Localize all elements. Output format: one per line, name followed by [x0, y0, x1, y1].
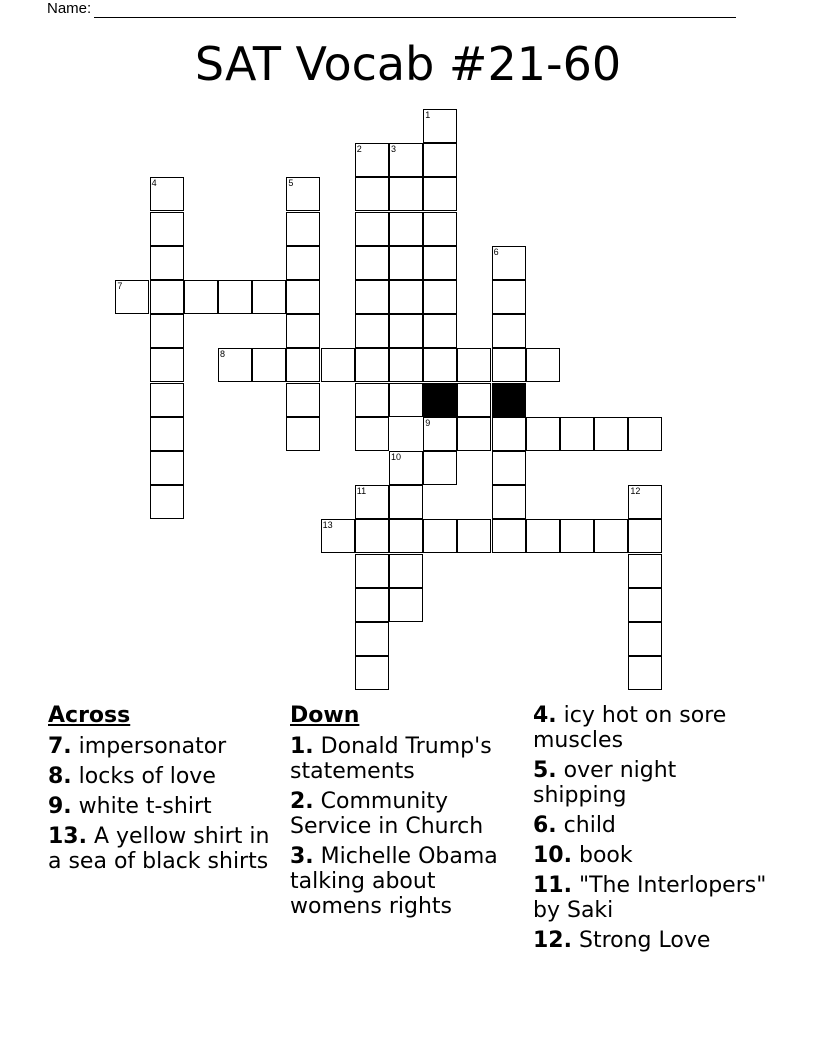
crossword-cell[interactable]: [594, 417, 628, 451]
crossword-cell[interactable]: [423, 143, 457, 177]
clue-number: 3: [391, 144, 397, 155]
crossword-cell[interactable]: [423, 109, 457, 143]
crossword-cell[interactable]: [150, 383, 184, 417]
crossword-cell[interactable]: [526, 348, 560, 382]
clue-number: 11.: [533, 873, 572, 898]
clue-item: [533, 703, 769, 753]
clue-number: 2: [356, 144, 362, 155]
crossword-cell[interactable]: [389, 246, 423, 280]
clue-item: [533, 873, 769, 923]
crossword-cell[interactable]: [389, 348, 423, 382]
crossword-cell[interactable]: [321, 519, 355, 553]
clue-text: "The Interlopers" by Saki: [533, 873, 767, 923]
crossword-cell[interactable]: [355, 485, 389, 519]
down-clue-list-continued: [533, 703, 769, 953]
clue-text: Strong Love: [571, 928, 711, 953]
crossword-cell[interactable]: [457, 383, 491, 417]
crossword-cell[interactable]: [492, 451, 526, 485]
crossword-cell[interactable]: [355, 383, 389, 417]
clue-number: 5: [288, 178, 294, 189]
clue-number: 13: [322, 520, 333, 531]
page-title: SAT Vocab #21-60: [194, 37, 622, 91]
crossword-cell[interactable]: [150, 451, 184, 485]
crossword-cell[interactable]: [355, 280, 389, 314]
clue-number: 7.: [48, 734, 72, 759]
clue-text: Donald Trump's statements: [290, 734, 492, 784]
clue-number: 6: [493, 246, 499, 257]
crossword-cell[interactable]: [150, 177, 184, 211]
crossword-cell[interactable]: [628, 485, 662, 519]
clue-text: Michelle Obama talking about womens rights: [290, 844, 498, 919]
down-clues: [290, 703, 526, 924]
crossword-cell[interactable]: [286, 212, 320, 246]
crossword-cell[interactable]: [355, 622, 389, 656]
clue-number: 4.: [533, 703, 557, 728]
clue-item: [533, 928, 769, 953]
crossword-cell[interactable]: [423, 417, 457, 451]
clue-number: 5.: [533, 758, 557, 783]
crossword-cell[interactable]: [355, 656, 389, 690]
crossword-cell[interactable]: [423, 348, 457, 382]
clue-text: Community Service in Church: [290, 789, 484, 839]
down-heading: Down: [290, 703, 360, 728]
crossword-cell[interactable]: [492, 246, 526, 280]
crossword-cell[interactable]: [355, 246, 389, 280]
clue-number: 9: [425, 417, 431, 428]
crossword-cell[interactable]: [628, 554, 662, 588]
name-label: Name:: [47, 0, 92, 17]
clue-text: over night shipping: [533, 758, 677, 808]
clue-text: white t-shirt: [71, 794, 212, 819]
across-clues: [48, 703, 284, 879]
crossword-cell[interactable]: [389, 451, 423, 485]
crossword-cell[interactable]: [492, 417, 526, 451]
crossword-cell[interactable]: [355, 177, 389, 211]
clue-number: 7: [117, 281, 123, 291]
clue-item: [533, 813, 769, 838]
crossword-cell[interactable]: [560, 417, 594, 451]
clue-text: locks of love: [71, 764, 216, 789]
crossword-cell[interactable]: [286, 280, 320, 314]
crossword-cell[interactable]: [628, 519, 662, 553]
crossword-cell[interactable]: [423, 280, 457, 314]
crossword-cell[interactable]: [423, 246, 457, 280]
crossword-cell[interactable]: [252, 280, 286, 314]
crossword-cell[interactable]: [389, 280, 423, 314]
crossword-cell[interactable]: [355, 588, 389, 622]
clue-number: 12.: [533, 928, 572, 953]
clue-text: child: [556, 813, 616, 838]
crossword-cell[interactable]: [628, 588, 662, 622]
crossword-cell[interactable]: [389, 383, 423, 417]
crossword-cell[interactable]: [423, 451, 457, 485]
crossword-cell[interactable]: [389, 554, 423, 588]
clue-item: [290, 734, 526, 784]
crossword-cell[interactable]: [423, 519, 457, 553]
crossword-cell[interactable]: [355, 348, 389, 382]
clue-number: 12: [630, 486, 641, 497]
crossword-cell[interactable]: [150, 314, 184, 348]
crossword-cell[interactable]: [150, 348, 184, 382]
clue-item: [48, 824, 284, 874]
crossword-cell[interactable]: [628, 417, 662, 451]
crossword-cell[interactable]: [115, 280, 149, 314]
clue-number: 10: [391, 452, 402, 462]
crossword-cell[interactable]: [389, 177, 423, 211]
crossword-cell[interactable]: [423, 177, 457, 211]
clue-number: 10.: [533, 843, 572, 868]
black-square: [423, 383, 457, 417]
crossword-cell[interactable]: [423, 314, 457, 348]
crossword-cell[interactable]: [389, 588, 423, 622]
clue-number: 4: [151, 178, 157, 189]
crossword-cell[interactable]: [286, 177, 320, 211]
black-square: [492, 383, 526, 417]
clue-item: [290, 789, 526, 839]
crossword-cell[interactable]: [286, 383, 320, 417]
down-clue-list: [290, 734, 526, 919]
clue-item: [533, 843, 769, 868]
crossword-cell[interactable]: [389, 485, 423, 519]
crossword-cell[interactable]: [389, 314, 423, 348]
crossword-cell[interactable]: [218, 348, 252, 382]
across-heading: Across: [48, 703, 131, 728]
crossword-cell[interactable]: [150, 280, 184, 314]
crossword-cell[interactable]: [492, 280, 526, 314]
clue-text: A yellow shirt in a sea of black shirts: [48, 824, 270, 874]
crossword-cell[interactable]: [423, 212, 457, 246]
clue-number: 6.: [533, 813, 557, 838]
crossword-cell[interactable]: [184, 280, 218, 314]
crossword-cell[interactable]: [252, 348, 286, 382]
crossword-cell[interactable]: [628, 656, 662, 690]
crossword-cell[interactable]: [526, 417, 560, 451]
clue-text: book: [571, 843, 633, 868]
crossword-cell[interactable]: [286, 348, 320, 382]
clue-text: icy hot on sore muscles: [533, 703, 727, 753]
crossword-cell[interactable]: [492, 348, 526, 382]
crossword-cell[interactable]: [321, 348, 355, 382]
crossword-cell[interactable]: [355, 519, 389, 553]
clue-number: 1.: [290, 734, 314, 759]
clue-number: 13.: [48, 824, 87, 849]
clue-item: [48, 764, 284, 789]
crossword-cell[interactable]: [150, 212, 184, 246]
clue-number: 8.: [48, 764, 72, 789]
clue-number: 8: [220, 349, 226, 360]
crossword-cell[interactable]: [218, 280, 252, 314]
clue-number: 9.: [48, 794, 72, 819]
crossword-cell[interactable]: [355, 212, 389, 246]
crossword-cell[interactable]: [389, 143, 423, 177]
clue-number: 2.: [290, 789, 314, 814]
crossword-cell[interactable]: [286, 246, 320, 280]
crossword-cell[interactable]: [457, 348, 491, 382]
clue-number: 3.: [290, 844, 314, 869]
clue-text: impersonator: [71, 734, 227, 759]
clue-item: [290, 844, 526, 919]
crossword-cell[interactable]: [492, 519, 526, 553]
crossword-cell[interactable]: [286, 417, 320, 451]
down-clues-continued: [533, 703, 769, 958]
crossword-cell[interactable]: [628, 622, 662, 656]
clue-number: 1: [425, 110, 431, 120]
clue-item: [48, 734, 284, 759]
clue-item: [48, 794, 284, 819]
clue-item: [533, 758, 769, 808]
crossword-cell[interactable]: [389, 519, 423, 553]
crossword-cell[interactable]: [355, 417, 389, 451]
across-clue-list: [48, 734, 284, 874]
crossword-cell[interactable]: [594, 519, 628, 553]
crossword-cell[interactable]: [457, 417, 491, 451]
crossword-cell[interactable]: [355, 143, 389, 177]
crossword-cell[interactable]: [150, 246, 184, 280]
crossword-cell[interactable]: [389, 212, 423, 246]
crossword-cell[interactable]: [286, 314, 320, 348]
crossword-cell[interactable]: [457, 519, 491, 553]
crossword-cell[interactable]: [150, 417, 184, 451]
crossword-cell[interactable]: [560, 519, 594, 553]
crossword-cell[interactable]: [355, 554, 389, 588]
crossword-cell[interactable]: [492, 485, 526, 519]
crossword-cell[interactable]: [355, 314, 389, 348]
crossword-cell[interactable]: [492, 314, 526, 348]
crossword-cell[interactable]: [150, 485, 184, 519]
crossword-cell[interactable]: [526, 519, 560, 553]
clue-number: 11: [356, 486, 367, 497]
